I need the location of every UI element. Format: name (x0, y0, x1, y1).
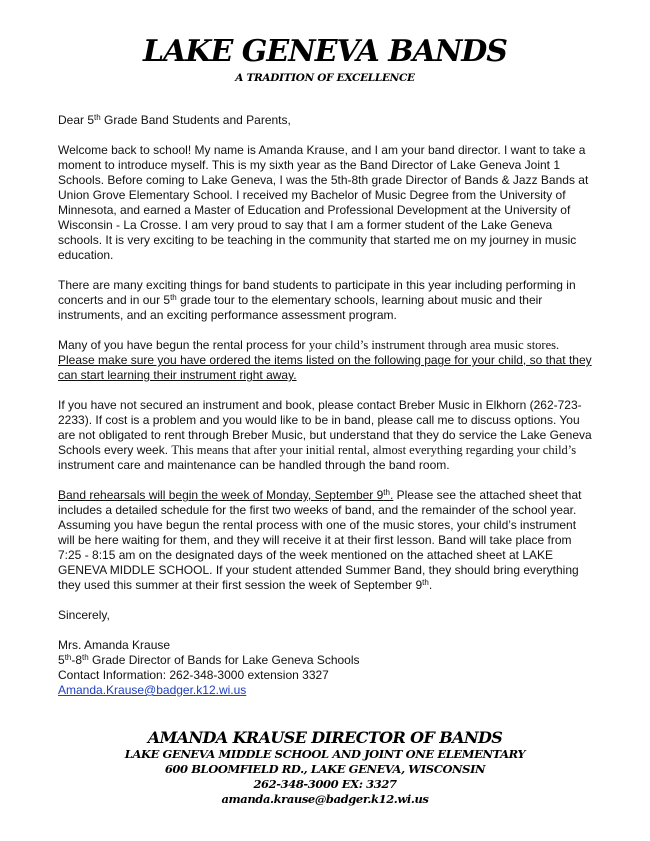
signature-contact: Contact Information: 262-348-3000 extension 3327 (58, 668, 329, 682)
greeting (58, 113, 593, 128)
signature-title-mid: -8 (71, 653, 83, 667)
greeting-text: Dear 5 (58, 113, 95, 127)
rental-text-serif: your child’s instrument through area music stores. (308, 338, 560, 352)
opportunities-paragraph (58, 278, 593, 323)
rehearsal-end: . (428, 578, 433, 592)
footer-phone: 262-348-3000 EX: 3327 (253, 777, 397, 791)
signature-title-text: 5 (58, 653, 65, 667)
rehearsal-date-sup: th (383, 488, 390, 497)
opportunities-text: There are many exciting things for band students to participate in this year including performing in concerts and in our 5 (58, 278, 576, 307)
opportunities-text-end: grade tour to the elementary schools, learning about music and their instruments, and an exciting performance assessment program. (58, 293, 543, 322)
breber-text: If you have not secured an instrument and book, please contact Breber Music in Elkhorn (262-723-2233). If cost is a problem and you would like to be in band, please call me to discuss options. You are not obligated to rent through Breber Music, but understand that they do service the Lake Geneva Schools every week. (58, 398, 592, 457)
greeting-sup: th (94, 113, 101, 122)
signature-title-sup1: th (64, 653, 72, 662)
greeting-text-end: Grade Band Students and Parents, (100, 113, 291, 127)
footer-address: 600 BLOOMFIELD RD., LAKE GENEVA, WISCONSIN (164, 762, 486, 776)
rehearsal-start-date (58, 488, 393, 502)
rehearsal-paragraph (58, 488, 593, 593)
rehearsal-date-text: Band rehearsals will begin the week of Monday, September 9 (58, 488, 384, 502)
footer-name: AMANDA KRAUSE DIRECTOR OF BANDS (147, 728, 503, 747)
email-link[interactable]: Amanda.Krause@badger.k12.wi.us (58, 683, 247, 697)
signature-name: Mrs. Amanda Krause (58, 638, 171, 652)
opportunities-sup: th (170, 293, 177, 302)
rental-underlined-note: Please make sure you have ordered the items listed on the following page for your child, so that they can start learning their instrument right away. (58, 353, 592, 382)
closing: Sincerely, (58, 608, 110, 622)
breber-paragraph (58, 398, 593, 473)
signature-title (58, 653, 593, 668)
signature-title-end: Grade Director of Bands for Lake Geneva Schools (88, 653, 360, 667)
letter-body (58, 113, 593, 698)
breber-text-serif: This means that after your initial rental, almost everything regarding your child’s (171, 443, 577, 457)
breber-text-end: instrument care and maintenance can be handled through the band room. (58, 458, 450, 472)
rehearsal-end-sup: th (422, 578, 429, 587)
rehearsal-date-dot: . (389, 488, 394, 502)
letterhead-footer (0, 729, 650, 807)
signature-title-sup2: th (82, 653, 89, 662)
footer-school: LAKE GENEVA MIDDLE SCHOOL AND JOINT ONE ELEMENTARY (124, 747, 526, 761)
rental-text: Many of you have begun the rental process for (58, 338, 309, 352)
footer-email: amanda.krause@badger.k12.wi.us (221, 792, 429, 806)
rental-paragraph (58, 338, 593, 383)
letterhead-subtitle: A TRADITION OF EXCELLENCE (235, 72, 415, 84)
letterhead-title: LAKE GENEVA BANDS (143, 34, 507, 69)
intro-paragraph: Welcome back to school! My name is Amanda Krause, and I am your band director. I want to take a moment to introduce myself. This is my sixth year as the Band Director of Lake Geneva Joint 1 Schools. Before coming to Lake Geneva, I was the 5th-8th grade Director of Bands & Jazz Bands at Union Grove Elementary School. I received my Bachelor of Music Degree from the University of Minnesota, and earned a Master of Education and Professional Development at the University of Wisconsin - La Crosse. I am very proud to say that I am a former student of the Lake Geneva schools. It is very exciting to be teaching in the community that started me on my journey in music education. (58, 143, 589, 262)
rehearsal-text: Please see the attached sheet that includes a detailed schedule for the first two weeks of band, and the remainder of the school year. Assuming you have begun the rental process with one of the music stores, your child’s instrument will be here waiting for them, and they will receive it at their first lesson. Band will take place from 7:25 - 8:15 am on the designated days of the week mentioned on the attached sheet at LAKE GENEVA MIDDLE SCHOOL. If your student attended Summer Band, they should bring everything they used this summer at their first session the week of September 9 (58, 488, 582, 592)
